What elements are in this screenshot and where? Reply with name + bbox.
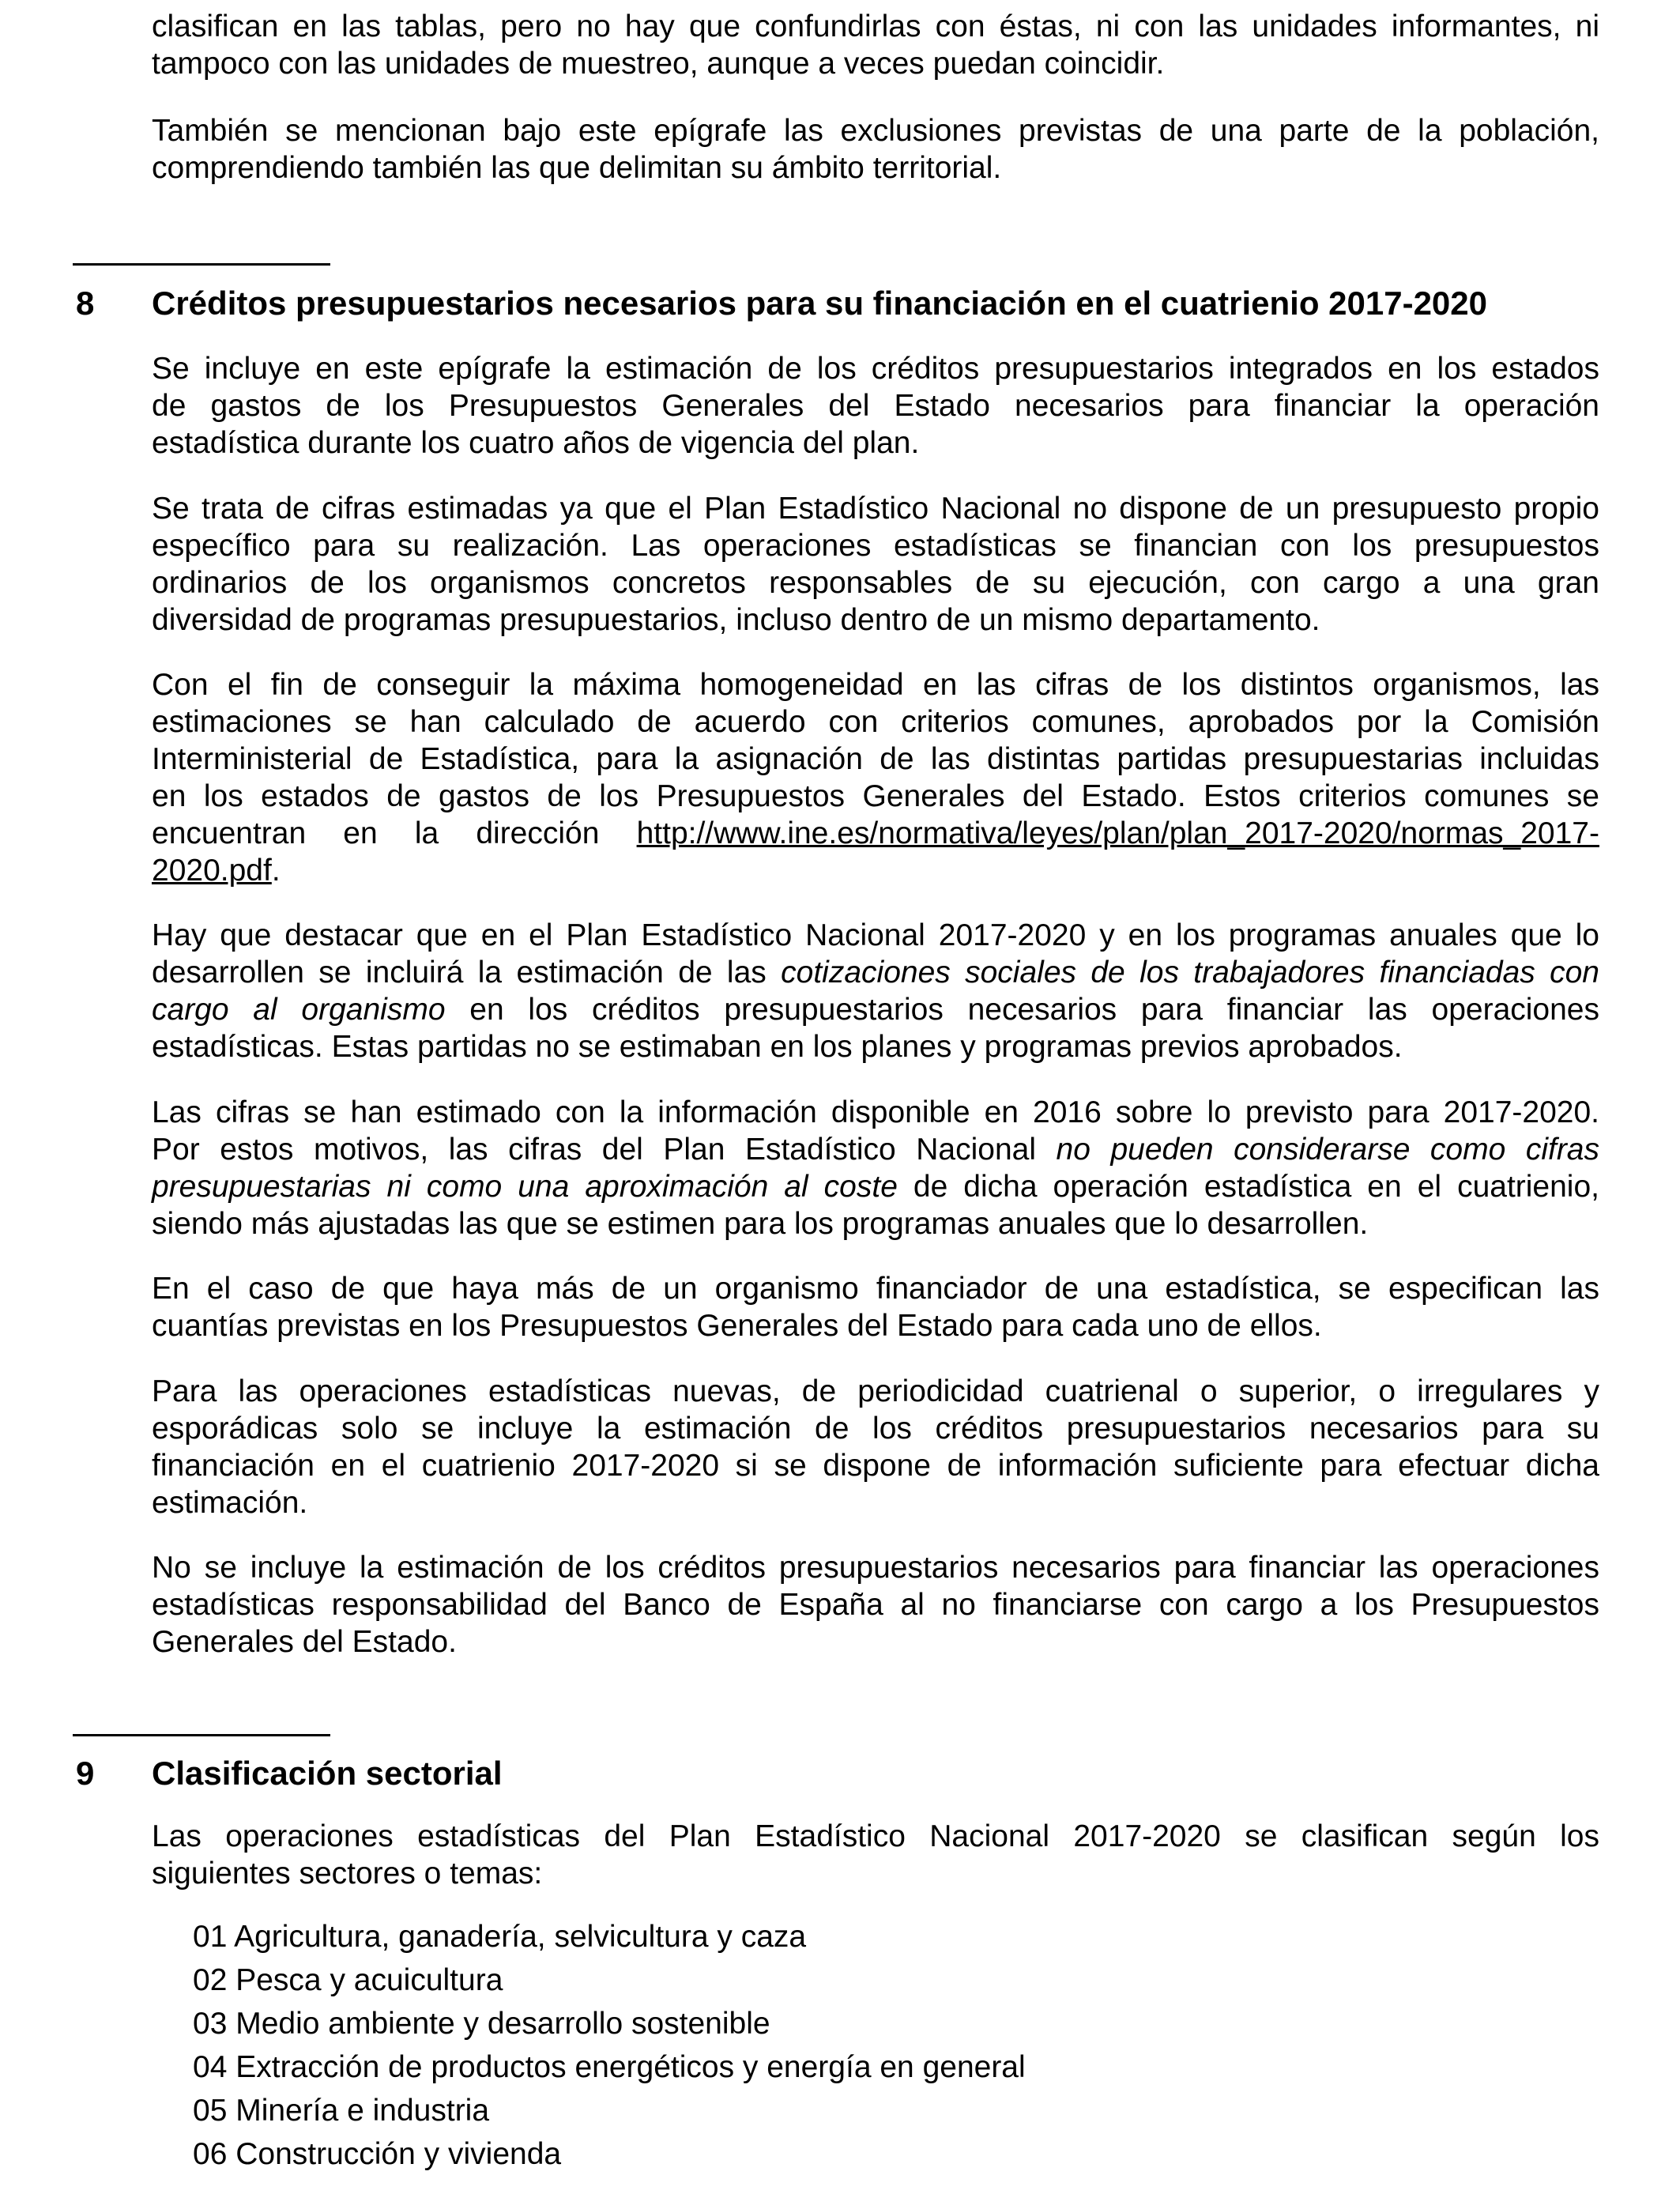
sector-list — [193, 1915, 1026, 2176]
text-line: Generales del Estado. — [152, 1625, 457, 1659]
intro-paragraph-1 — [152, 8, 1599, 82]
intro-paragraph-2 — [152, 112, 1599, 187]
text-line: clasifican en las tablas, pero no hay que confundirlas con éstas, ni con las unidades informantes, ni — [152, 9, 1599, 43]
section-8-paragraph-6 — [152, 1270, 1599, 1344]
text-line: En el caso de que haya más de un organismo financiador de una estadística, se especifican las — [152, 1272, 1599, 1306]
text-line: comprendiendo también las que delimitan su ámbito territorial. — [152, 151, 1002, 185]
text-line: ordinarios de los organismos concretos responsables de su ejecución, con cargo a una gran — [152, 566, 1599, 600]
text-line: de gastos de los Presupuestos Generales del Estado necesarios para financiar la operación — [152, 389, 1599, 423]
text-line: Se trata de cifras estimadas ya que el Plan Estadístico Nacional no dispone de un presupuesto propio — [152, 492, 1599, 526]
text-line: Las operaciones estadísticas del Plan Estadístico Nacional 2017-2020 se clasifican según los — [152, 1819, 1599, 1853]
section-8-paragraph-7 — [152, 1373, 1599, 1521]
text-line — [152, 1168, 1599, 1205]
text-line: Hay que destacar que en el Plan Estadístico Nacional 2017-2020 y en los programas anuales que lo — [152, 918, 1599, 952]
text-line: Las cifras se han estimado con la información disponible en 2016 sobre lo previsto para 2017-2020. — [152, 1095, 1599, 1129]
text-run: en los créditos presupuestarios necesarios para financiar las operaciones — [445, 993, 1599, 1027]
text-line: Interministerial de Estadística, para la asignación de las distintas partidas presupuestarias incluidas — [152, 742, 1599, 776]
list-item: 02 Pesca y acuicultura — [193, 1963, 503, 1997]
text-line: diversidad de programas presupuestarios, incluso dentro de un mismo departamento. — [152, 603, 1320, 637]
emphasis-text: cotizaciones sociales de los trabajadores financiadas con — [781, 956, 1599, 990]
section-number: 9 — [76, 1755, 95, 1792]
section-8-paragraph-4 — [152, 917, 1599, 1065]
section-title: Créditos presupuestarios necesarios para su financiación en el cuatrienio 2017-2020 — [152, 285, 1488, 322]
section-title: Clasificación sectorial — [152, 1755, 503, 1792]
normas-pdf-link-continued[interactable]: 2020.pdf — [152, 854, 272, 888]
section-8-paragraph-5 — [152, 1094, 1599, 1242]
text-line — [152, 991, 1599, 1028]
text-line — [152, 1131, 1599, 1168]
text-line: Se incluye en este epígrafe la estimación de los créditos presupuestarios integrados en los estados — [152, 352, 1599, 386]
emphasis-text: cargo al organismo — [152, 993, 446, 1027]
section-divider — [73, 263, 330, 266]
text-line: tampoco con las unidades de muestreo, aunque a veces puedan coincidir. — [152, 47, 1165, 81]
text-line: en los estados de gastos de los Presupuestos Generales del Estado. Estos criterios comunes se — [152, 779, 1599, 813]
emphasis-text: no pueden considerarse como cifras — [1056, 1133, 1599, 1167]
text-line: estimaciones se han calculado de acuerdo con criterios comunes, aprobados por la Comisión — [152, 705, 1599, 739]
text-line: esporádicas solo se incluye la estimación de los créditos presupuestarios necesarios para su — [152, 1412, 1599, 1446]
section-8-paragraph-8 — [152, 1549, 1599, 1661]
text-line: Para las operaciones estadísticas nuevas, de periodicidad cuatrienal o superior, o irregulares y — [152, 1374, 1599, 1408]
text-line — [152, 815, 1599, 852]
text-line: siguientes sectores o temas: — [152, 1857, 543, 1891]
link-prefix: encuentran en la dirección — [152, 816, 637, 850]
text-line: Con el fin de conseguir la máxima homogeneidad en las cifras de los distintos organismos, las — [152, 668, 1599, 702]
text-run: desarrollen se incluirá la estimación de las — [152, 956, 782, 990]
list-item: 01 Agricultura, ganadería, selvicultura y caza — [193, 1920, 807, 1954]
section-8-paragraph-2 — [152, 490, 1599, 639]
text-line: financiación en el cuatrienio 2017-2020 si se dispone de información suficiente para efectuar dicha — [152, 1449, 1599, 1483]
text-line: No se incluye la estimación de los créditos presupuestarios necesarios para financiar las operaciones — [152, 1551, 1599, 1585]
text-run: de dicha operación estadística en el cuatrienio, — [897, 1170, 1600, 1204]
section-number: 8 — [76, 285, 95, 322]
list-item: 03 Medio ambiente y desarrollo sostenible — [193, 2007, 770, 2041]
section-8-paragraph-3 — [152, 666, 1599, 889]
section-8-paragraph-1 — [152, 350, 1599, 462]
text-line: estadísticas. Estas partidas no se estimaban en los planes y programas previos aprobados. — [152, 1030, 1403, 1064]
text-line — [152, 954, 1599, 991]
section-9-paragraph-1 — [152, 1818, 1599, 1892]
list-item: 06 Construcción y vivienda — [193, 2137, 562, 2171]
link-suffix: . — [271, 854, 281, 888]
emphasis-text: presupuestarias ni como una aproximación al coste — [152, 1170, 898, 1204]
text-line: estimación. — [152, 1486, 308, 1520]
normas-pdf-link[interactable]: http://www.ine.es/normativa/leyes/plan/plan_2017-2020/normas_2017- — [636, 816, 1599, 850]
text-line — [152, 852, 1599, 889]
text-line: siendo más ajustadas las que se estimen para los programas anuales que lo desarrollen. — [152, 1207, 1369, 1241]
list-item: 04 Extracción de productos energéticos y energía en general — [193, 2050, 1026, 2084]
text-line: estadísticas responsabilidad del Banco de España al no financiarse con cargo a los Presupuestos — [152, 1588, 1599, 1622]
text-run: Por estos motivos, las cifras del Plan Estadístico Nacional — [152, 1133, 1057, 1167]
text-line: estadística durante los cuatro años de vigencia del plan. — [152, 426, 920, 460]
text-line: También se mencionan bajo este epígrafe las exclusiones previstas de una parte de la población, — [152, 114, 1599, 148]
section-divider — [73, 1734, 330, 1736]
list-item: 05 Minería e industria — [193, 2094, 490, 2128]
text-line: cuantías previstas en los Presupuestos Generales del Estado para cada uno de ellos. — [152, 1309, 1322, 1343]
text-line: específico para su realización. Las operaciones estadísticas se financian con los presupuestos — [152, 529, 1599, 563]
